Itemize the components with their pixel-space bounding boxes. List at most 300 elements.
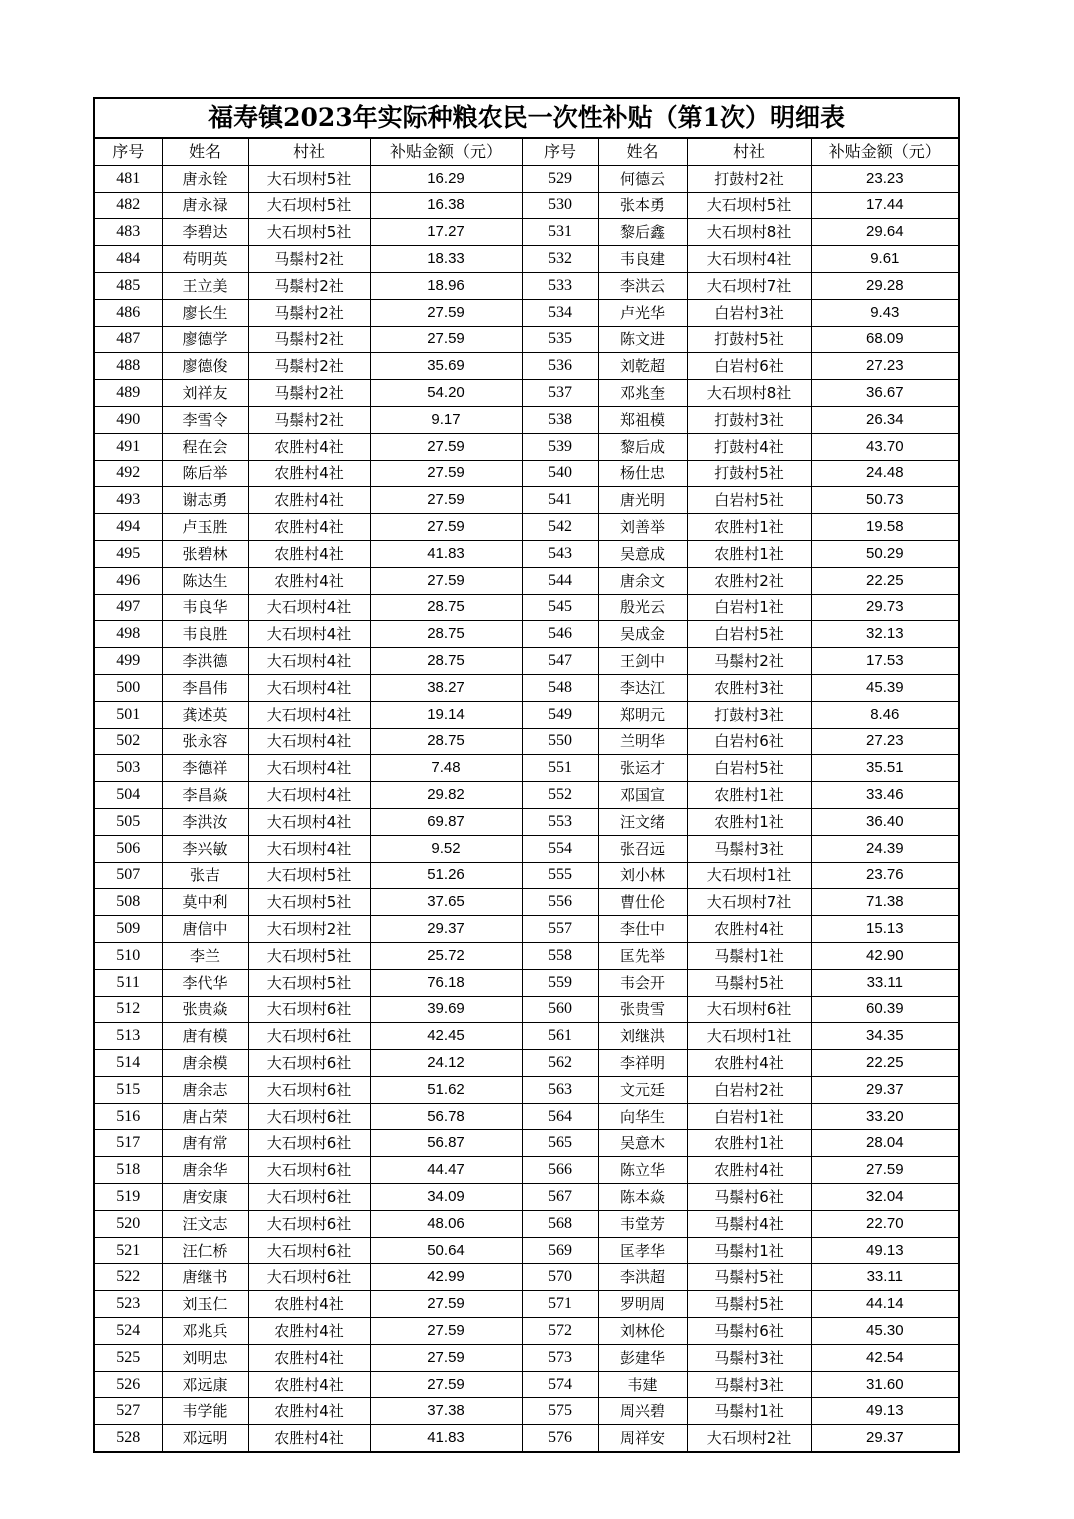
right-name-cell: 匡孝华 [598,1237,687,1264]
left-seq-cell: 510 [94,942,162,969]
left-village-cell: 大石坝村4社 [248,648,370,675]
right-village-cell: 白岩村5社 [687,487,811,514]
right-seq-cell: 566 [522,1157,598,1184]
left-name-cell: 谢志勇 [162,487,248,514]
right-amount-cell: 28.04 [811,1130,959,1157]
left-amount-cell: 29.37 [370,916,522,943]
left-name-cell: 李洪汝 [162,808,248,835]
right-amount-cell: 22.70 [811,1210,959,1237]
table-row [94,1264,959,1291]
left-name-cell: 李雪令 [162,406,248,433]
left-village-cell: 大石坝村2社 [248,916,370,943]
left-name-cell: 唐余华 [162,1157,248,1184]
right-village-cell: 打鼓村4社 [687,433,811,460]
right-village-cell: 白岩村6社 [687,728,811,755]
table-row [94,594,959,621]
right-seq-cell: 556 [522,889,598,916]
right-village-cell: 打鼓村5社 [687,326,811,353]
left-name-cell: 李碧达 [162,219,248,246]
left-seq-cell: 515 [94,1076,162,1103]
left-amount-cell: 50.64 [370,1237,522,1264]
right-amount-cell: 60.39 [811,996,959,1023]
right-seq-cell: 576 [522,1425,598,1452]
table-row [94,808,959,835]
table-row [94,916,959,943]
left-seq-cell: 484 [94,246,162,273]
left-seq-cell: 496 [94,567,162,594]
table-row [94,1157,959,1184]
left-village-cell: 大石坝村4社 [248,621,370,648]
right-seq-cell: 571 [522,1291,598,1318]
left-name-cell: 李兰 [162,942,248,969]
left-village-cell: 农胜村4社 [248,540,370,567]
right-seq-cell: 546 [522,621,598,648]
left-name-cell: 邓兆兵 [162,1318,248,1345]
left-amount-cell: 27.59 [370,460,522,487]
left-seq-cell: 519 [94,1184,162,1211]
left-amount-cell: 42.99 [370,1264,522,1291]
right-village-cell: 大石坝村8社 [687,380,811,407]
left-name-cell: 韦学能 [162,1398,248,1425]
right-name-cell: 张运才 [598,755,687,782]
right-amount-cell: 29.37 [811,1076,959,1103]
right-seq-cell: 542 [522,514,598,541]
left-name-cell: 苟明英 [162,246,248,273]
header-village-left: 村社 [248,138,370,165]
left-village-cell: 农胜村4社 [248,1344,370,1371]
left-amount-cell: 18.96 [370,272,522,299]
left-seq-cell: 523 [94,1291,162,1318]
left-name-cell: 唐有常 [162,1130,248,1157]
header-name-left: 姓名 [162,138,248,165]
left-village-cell: 大石坝村4社 [248,701,370,728]
right-village-cell: 打鼓村2社 [687,165,811,192]
left-seq-cell: 514 [94,1050,162,1077]
table-row [94,969,959,996]
left-name-cell: 李代华 [162,969,248,996]
right-name-cell: 韦堂芳 [598,1210,687,1237]
right-name-cell: 郑祖模 [598,406,687,433]
left-name-cell: 李德祥 [162,755,248,782]
header-amount-left: 补贴金额（元） [370,138,522,165]
left-name-cell: 张永容 [162,728,248,755]
left-amount-cell: 48.06 [370,1210,522,1237]
table-row [94,755,959,782]
left-amount-cell: 69.87 [370,808,522,835]
left-amount-cell: 29.82 [370,782,522,809]
right-village-cell: 马鬃村3社 [687,1344,811,1371]
right-seq-cell: 573 [522,1344,598,1371]
right-name-cell: 彭建华 [598,1344,687,1371]
left-name-cell: 张贵焱 [162,996,248,1023]
right-seq-cell: 555 [522,862,598,889]
right-amount-cell: 42.90 [811,942,959,969]
right-village-cell: 农胜村1社 [687,808,811,835]
right-seq-cell: 530 [522,192,598,219]
table-row [94,621,959,648]
left-village-cell: 大石坝村6社 [248,996,370,1023]
right-village-cell: 马鬃村3社 [687,835,811,862]
right-seq-cell: 568 [522,1210,598,1237]
right-name-cell: 杨仕忠 [598,460,687,487]
left-seq-cell: 518 [94,1157,162,1184]
right-amount-cell: 49.13 [811,1237,959,1264]
right-seq-cell: 531 [522,219,598,246]
right-village-cell: 农胜村1社 [687,1130,811,1157]
right-name-cell: 李洪超 [598,1264,687,1291]
left-amount-cell: 28.75 [370,621,522,648]
right-name-cell: 刘继洪 [598,1023,687,1050]
right-name-cell: 曹仕伦 [598,889,687,916]
right-seq-cell: 565 [522,1130,598,1157]
right-amount-cell: 23.76 [811,862,959,889]
right-name-cell: 匡先举 [598,942,687,969]
right-seq-cell: 564 [522,1103,598,1130]
right-name-cell: 吴意木 [598,1130,687,1157]
table-row [94,889,959,916]
left-amount-cell: 28.75 [370,594,522,621]
right-village-cell: 打鼓村3社 [687,406,811,433]
right-village-cell: 大石坝村8社 [687,219,811,246]
left-seq-cell: 511 [94,969,162,996]
table-row [94,782,959,809]
left-village-cell: 大石坝村5社 [248,219,370,246]
right-amount-cell: 17.44 [811,192,959,219]
right-seq-cell: 548 [522,674,598,701]
right-name-cell: 韦会开 [598,969,687,996]
left-amount-cell: 34.09 [370,1184,522,1211]
right-amount-cell: 35.51 [811,755,959,782]
right-amount-cell: 8.46 [811,701,959,728]
right-seq-cell: 547 [522,648,598,675]
left-seq-cell: 517 [94,1130,162,1157]
right-village-cell: 大石坝村7社 [687,272,811,299]
right-amount-cell: 34.35 [811,1023,959,1050]
left-name-cell: 汪仁桥 [162,1237,248,1264]
right-village-cell: 农胜村4社 [687,1157,811,1184]
left-seq-cell: 528 [94,1425,162,1452]
right-name-cell: 吴成金 [598,621,687,648]
right-name-cell: 吴意成 [598,540,687,567]
left-seq-cell: 501 [94,701,162,728]
right-village-cell: 大石坝村1社 [687,1023,811,1050]
right-village-cell: 大石坝村6社 [687,996,811,1023]
right-amount-cell: 27.23 [811,353,959,380]
left-amount-cell: 19.14 [370,701,522,728]
left-village-cell: 农胜村4社 [248,1291,370,1318]
left-name-cell: 邓远明 [162,1425,248,1452]
table-row [94,540,959,567]
left-village-cell: 大石坝村5社 [248,969,370,996]
right-village-cell: 农胜村3社 [687,674,811,701]
table-title: 福寿镇2023年实际种粮农民一次性补贴（第1次）明细表 [94,98,959,138]
left-seq-cell: 487 [94,326,162,353]
right-seq-cell: 550 [522,728,598,755]
left-village-cell: 大石坝村6社 [248,1130,370,1157]
left-seq-cell: 498 [94,621,162,648]
right-amount-cell: 22.25 [811,567,959,594]
right-name-cell: 张贵雪 [598,996,687,1023]
right-village-cell: 马鬃村6社 [687,1184,811,1211]
left-amount-cell: 28.75 [370,728,522,755]
left-seq-cell: 527 [94,1398,162,1425]
left-seq-cell: 503 [94,755,162,782]
header-name-right: 姓名 [598,138,687,165]
left-seq-cell: 526 [94,1371,162,1398]
left-amount-cell: 41.83 [370,540,522,567]
right-amount-cell: 32.13 [811,621,959,648]
table-row [94,460,959,487]
left-amount-cell: 44.47 [370,1157,522,1184]
right-seq-cell: 559 [522,969,598,996]
left-amount-cell: 17.27 [370,219,522,246]
right-seq-cell: 558 [522,942,598,969]
table-row [94,246,959,273]
header-row [94,138,959,165]
left-village-cell: 马鬃村2社 [248,406,370,433]
left-amount-cell: 56.78 [370,1103,522,1130]
right-name-cell: 陈文进 [598,326,687,353]
right-amount-cell: 31.60 [811,1371,959,1398]
left-name-cell: 唐余志 [162,1076,248,1103]
left-name-cell: 廖德俊 [162,353,248,380]
left-village-cell: 大石坝村5社 [248,165,370,192]
left-name-cell: 龚述英 [162,701,248,728]
left-name-cell: 李洪德 [162,648,248,675]
left-amount-cell: 38.27 [370,674,522,701]
right-village-cell: 农胜村2社 [687,567,811,594]
right-village-cell: 马鬃村4社 [687,1210,811,1237]
right-name-cell: 李祥明 [598,1050,687,1077]
subsidy-table [93,97,960,1453]
left-name-cell: 李昌焱 [162,782,248,809]
right-amount-cell: 32.04 [811,1184,959,1211]
right-village-cell: 白岩村5社 [687,755,811,782]
table-row [94,514,959,541]
left-amount-cell: 39.69 [370,996,522,1023]
left-village-cell: 农胜村4社 [248,514,370,541]
left-name-cell: 唐安康 [162,1184,248,1211]
left-seq-cell: 499 [94,648,162,675]
table-row [94,219,959,246]
left-name-cell: 唐有模 [162,1023,248,1050]
left-seq-cell: 509 [94,916,162,943]
right-name-cell: 兰明华 [598,728,687,755]
right-village-cell: 大石坝村2社 [687,1425,811,1452]
right-name-cell: 刘小林 [598,862,687,889]
right-name-cell: 周祥安 [598,1425,687,1452]
right-seq-cell: 541 [522,487,598,514]
right-seq-cell: 529 [522,165,598,192]
left-village-cell: 大石坝村4社 [248,808,370,835]
table-row [94,728,959,755]
right-seq-cell: 545 [522,594,598,621]
left-village-cell: 大石坝村6社 [248,1023,370,1050]
right-amount-cell: 19.58 [811,514,959,541]
right-name-cell: 李洪云 [598,272,687,299]
table-row [94,835,959,862]
left-amount-cell: 35.69 [370,353,522,380]
right-village-cell: 白岩村2社 [687,1076,811,1103]
table-row [94,1210,959,1237]
right-village-cell: 马鬃村1社 [687,1398,811,1425]
right-village-cell: 农胜村4社 [687,1050,811,1077]
right-seq-cell: 554 [522,835,598,862]
left-amount-cell: 27.59 [370,1344,522,1371]
table-row [94,299,959,326]
left-village-cell: 大石坝村4社 [248,594,370,621]
table-row [94,1425,959,1452]
right-village-cell: 打鼓村5社 [687,460,811,487]
left-village-cell: 农胜村4社 [248,433,370,460]
left-name-cell: 刘玉仁 [162,1291,248,1318]
left-amount-cell: 56.87 [370,1130,522,1157]
right-village-cell: 大石坝村5社 [687,192,811,219]
left-amount-cell: 16.38 [370,192,522,219]
right-name-cell: 韦建 [598,1371,687,1398]
table-row [94,648,959,675]
right-name-cell: 陈立华 [598,1157,687,1184]
right-amount-cell: 27.23 [811,728,959,755]
left-village-cell: 大石坝村6社 [248,1050,370,1077]
right-name-cell: 殷光云 [598,594,687,621]
left-village-cell: 农胜村4社 [248,567,370,594]
right-seq-cell: 544 [522,567,598,594]
table-row [94,272,959,299]
right-amount-cell: 9.61 [811,246,959,273]
right-amount-cell: 42.54 [811,1344,959,1371]
left-amount-cell: 42.45 [370,1023,522,1050]
left-name-cell: 唐信中 [162,916,248,943]
right-amount-cell: 50.29 [811,540,959,567]
table-row [94,1371,959,1398]
left-seq-cell: 491 [94,433,162,460]
left-seq-cell: 507 [94,862,162,889]
right-village-cell: 农胜村1社 [687,782,811,809]
left-village-cell: 农胜村4社 [248,1398,370,1425]
right-name-cell: 文元廷 [598,1076,687,1103]
left-village-cell: 农胜村4社 [248,1318,370,1345]
right-village-cell: 马鬃村5社 [687,1291,811,1318]
left-amount-cell: 24.12 [370,1050,522,1077]
left-seq-cell: 493 [94,487,162,514]
left-village-cell: 农胜村4社 [248,487,370,514]
header-amount-right: 补贴金额（元） [811,138,959,165]
right-amount-cell: 50.73 [811,487,959,514]
left-village-cell: 大石坝村5社 [248,889,370,916]
table-row [94,1050,959,1077]
right-amount-cell: 23.23 [811,165,959,192]
left-amount-cell: 41.83 [370,1425,522,1452]
left-village-cell: 大石坝村6社 [248,1103,370,1130]
right-amount-cell: 17.53 [811,648,959,675]
left-village-cell: 大石坝村4社 [248,835,370,862]
left-seq-cell: 489 [94,380,162,407]
right-amount-cell: 68.09 [811,326,959,353]
left-name-cell: 王立美 [162,272,248,299]
left-village-cell: 大石坝村4社 [248,755,370,782]
left-name-cell: 廖长生 [162,299,248,326]
left-village-cell: 马鬃村2社 [248,326,370,353]
right-village-cell: 大石坝村1社 [687,862,811,889]
right-seq-cell: 563 [522,1076,598,1103]
left-amount-cell: 27.59 [370,299,522,326]
right-seq-cell: 534 [522,299,598,326]
table-row [94,862,959,889]
right-name-cell: 唐光明 [598,487,687,514]
right-village-cell: 马鬃村5社 [687,969,811,996]
right-village-cell: 马鬃村3社 [687,1371,811,1398]
left-village-cell: 大石坝村5社 [248,192,370,219]
right-village-cell: 农胜村1社 [687,514,811,541]
table-row [94,942,959,969]
right-seq-cell: 572 [522,1318,598,1345]
right-seq-cell: 562 [522,1050,598,1077]
left-amount-cell: 25.72 [370,942,522,969]
left-seq-cell: 513 [94,1023,162,1050]
right-village-cell: 农胜村4社 [687,916,811,943]
right-seq-cell: 540 [522,460,598,487]
left-name-cell: 汪文志 [162,1210,248,1237]
left-seq-cell: 525 [94,1344,162,1371]
right-name-cell: 罗明周 [598,1291,687,1318]
right-village-cell: 马鬃村2社 [687,648,811,675]
right-village-cell: 白岩村1社 [687,594,811,621]
right-seq-cell: 553 [522,808,598,835]
right-village-cell: 马鬃村6社 [687,1318,811,1345]
right-village-cell: 马鬃村1社 [687,1237,811,1264]
left-seq-cell: 486 [94,299,162,326]
left-seq-cell: 508 [94,889,162,916]
table-row [94,1237,959,1264]
right-name-cell: 向华生 [598,1103,687,1130]
right-seq-cell: 537 [522,380,598,407]
left-village-cell: 大石坝村6社 [248,1210,370,1237]
table-row [94,567,959,594]
left-village-cell: 大石坝村4社 [248,674,370,701]
right-seq-cell: 551 [522,755,598,782]
table-row [94,165,959,192]
right-amount-cell: 29.64 [811,219,959,246]
header-seq-left: 序号 [94,138,162,165]
right-village-cell: 马鬃村5社 [687,1264,811,1291]
table-row [94,701,959,728]
table-row [94,1130,959,1157]
right-name-cell: 周兴碧 [598,1398,687,1425]
left-seq-cell: 520 [94,1210,162,1237]
left-name-cell: 唐继书 [162,1264,248,1291]
left-seq-cell: 497 [94,594,162,621]
left-name-cell: 张碧林 [162,540,248,567]
right-amount-cell: 71.38 [811,889,959,916]
right-name-cell: 黎后成 [598,433,687,460]
right-name-cell: 郑明元 [598,701,687,728]
left-name-cell: 刘祥友 [162,380,248,407]
left-seq-cell: 495 [94,540,162,567]
left-name-cell: 唐永禄 [162,192,248,219]
left-village-cell: 大石坝村6社 [248,1264,370,1291]
table-row [94,996,959,1023]
right-seq-cell: 575 [522,1398,598,1425]
right-name-cell: 唐余文 [598,567,687,594]
table-row [94,1344,959,1371]
left-seq-cell: 490 [94,406,162,433]
right-seq-cell: 574 [522,1371,598,1398]
left-amount-cell: 28.75 [370,648,522,675]
left-amount-cell: 16.29 [370,165,522,192]
right-village-cell: 马鬃村1社 [687,942,811,969]
right-seq-cell: 532 [522,246,598,273]
